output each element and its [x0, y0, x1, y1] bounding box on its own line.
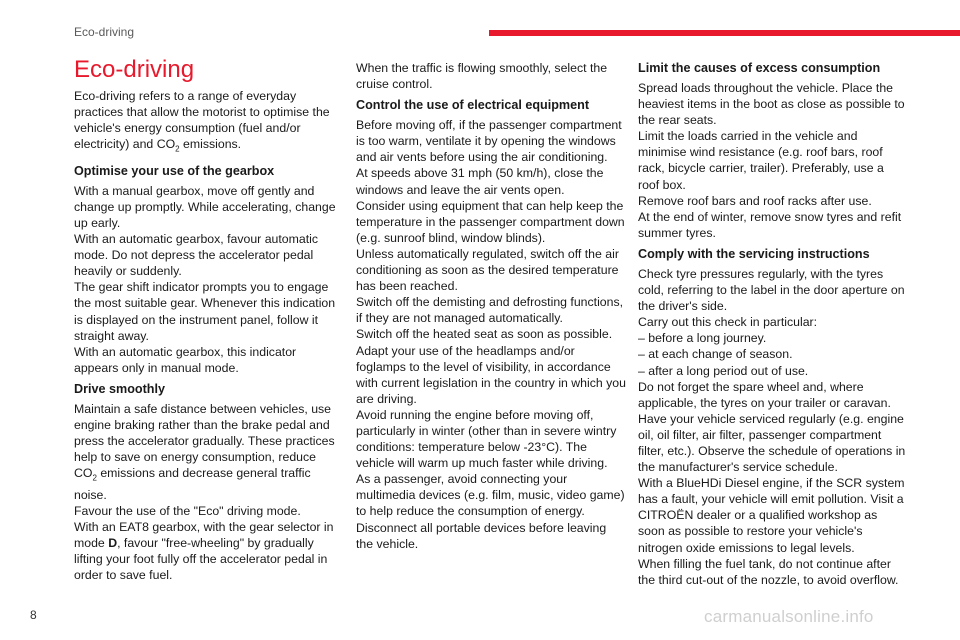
column-2 [356, 60, 626, 552]
servicing-paragraph: Carry out this check in particular: [638, 315, 818, 330]
electrical-paragraph: Before moving off, if the passenger compartment is too warm, ventilate it by opening the windows and air vents before using the air conditioning. [356, 118, 622, 165]
servicing-list-item: – at each change of season. [638, 347, 793, 362]
gearbox-paragraph: With a manual gearbox, move off gently and change up promptly. While accelerating, change up early. [74, 183, 336, 231]
electrical-paragraph: Disconnect all portable devices before leaving the vehicle. [356, 520, 607, 551]
gearbox-paragraph: The gear shift indicator prompts you to engage the most suitable gear. Whenever this indication is displayed on the instrument panel, follow it straight away. [74, 280, 336, 343]
electrical-paragraph: Consider using equipment that can help keep the temperature in the passenger compartment down (e.g. sunroof blind, window blinds). [356, 198, 625, 245]
electrical-paragraph: Switch off the heated seat as soon as possible. [356, 327, 613, 342]
heading-drive-smoothly: Drive smoothly [74, 381, 165, 396]
servicing-paragraph: When filling the fuel tank, do not continue after the third cut-out of the nozzle, to avoid overflow. [638, 556, 899, 587]
column-1 [74, 56, 336, 583]
electrical-paragraph: Unless automatically regulated, switch off the air conditioning as soon as the desired temperature has been reached. [356, 246, 619, 294]
heading-electrical: Control the use of electrical equipment [356, 98, 590, 113]
servicing-list-item: – before a long journey. [638, 331, 767, 346]
page-number: 8 [30, 608, 37, 622]
electrical-paragraph: Switch off the demisting and defrosting functions, if they are not managed automatically. [356, 295, 624, 326]
page-title: Eco-driving [74, 56, 195, 83]
drive-paragraph: Maintain a safe distance between vehicles, use engine braking rather than the brake pedal and press the accelerator gradually. These practices help to save on energy consumption, reduce $CO_2$ emissions and decrease general traffic noise. [74, 401, 335, 502]
gearbox-paragraph: With an automatic gearbox, this indicator appears only in manual mode. [74, 344, 297, 375]
heading-limit-consumption: Limit the causes of excess consumption [638, 61, 881, 75]
eat8-paragraph: With an EAT8 gearbox, with the gear selector in mode D, favour "free-wheeling" by gradually lifting your foot fully off the accelerator pedal in order to save fuel. [74, 520, 334, 583]
limit-paragraph: Remove roof bars and roof racks after use. [638, 193, 872, 208]
heading-servicing: Comply with the servicing instructions [638, 246, 870, 261]
limit-paragraph: Limit the loads carried in the vehicle and minimise wind resistance (e.g. roof bars, roof rack, bicycle carrier, trailer). Preferably, use a roof box. [638, 129, 884, 192]
servicing-list-item: – after a long period out of use. [638, 363, 809, 378]
gearbox-paragraph: With an automatic gearbox, favour automatic mode. Do not depress the accelerator pedal heavily or suddenly. [74, 232, 319, 279]
servicing-paragraph: Do not forget the spare wheel and, where applicable, the tyres on your trailer or caravan. [638, 379, 891, 410]
servicing-paragraph: Have your vehicle serviced regularly (e.g. engine oil, oil filter, air filter, passenger compartment filter, etc.). Observe the schedule of operations in the manufacturer's service schedule. [638, 411, 906, 475]
electrical-paragraph: As a passenger, avoid connecting your multimedia devices (e.g. film, music, video game) to help reduce the consumption of energy. [356, 472, 625, 519]
cruise-paragraph: When the traffic is flowing smoothly, select the cruise control. [356, 61, 608, 92]
running-header: Eco-driving [74, 25, 135, 39]
servicing-paragraph: With a BlueHDi Diesel engine, if the SCR system has a fault, your vehicle will emit pollution. Visit a CITROËN dealer or a qualified workshop as soon as possible to restore your vehicle's nitrogen oxide emissions to legal levels. [638, 476, 905, 555]
electrical-paragraph: Avoid running the engine before moving off, particularly in winter (other than in severe wintry conditions: temperature below -23°C). The vehicle will warm up much faster while driving. [356, 407, 617, 471]
column-3 [638, 60, 906, 588]
servicing-paragraph: Check tyre pressures regularly, with the tyres cold, referring to the label in the door aperture on the driver's side. [638, 266, 905, 314]
electrical-paragraph: Adapt your use of the headlamps and/or foglamps to the level of visibility, in accordance with current legislation in the country in which you are driving. [356, 343, 626, 406]
header-accent-bar [489, 30, 960, 36]
heading-gearbox: Optimise your use of the gearbox [74, 163, 275, 178]
limit-paragraph: Spread loads throughout the vehicle. Place the heaviest items in the boot as close as possible to the rear seats. [638, 81, 905, 128]
eco-mode-paragraph: Favour the use of the "Eco" driving mode. [74, 503, 301, 518]
intro-paragraph: Eco-driving refers to a range of everyday practices that allow the motorist to optimise the vehicle's energy consumption (fuel and/or electricity) and $CO_2$ emissions. [74, 89, 330, 154]
electrical-paragraph: At speeds above 31 mph (50 km/h), close the windows and leave the air vents open. [356, 166, 604, 197]
limit-paragraph: At the end of winter, remove snow tyres and refit summer tyres. [638, 209, 902, 240]
watermark: carmanualsonline.info [704, 607, 874, 626]
